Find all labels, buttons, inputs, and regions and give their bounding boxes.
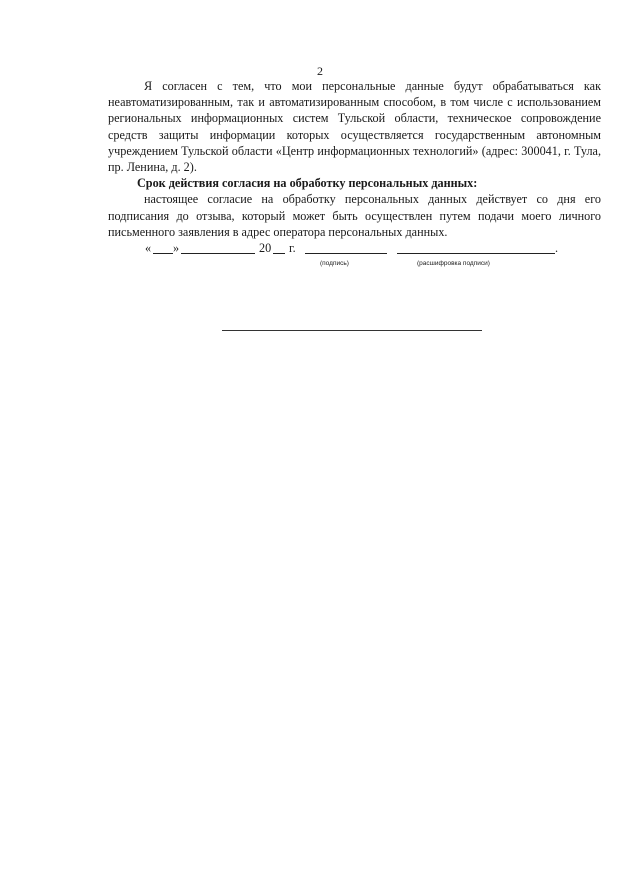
day-blank-line[interactable] — [153, 253, 173, 254]
end-period: . — [555, 241, 559, 255]
year-suffix: г. — [289, 241, 296, 255]
date-open-quote: « — [145, 241, 152, 255]
decoding-caption: (расшифровка подписи) — [417, 260, 490, 267]
decoding-blank-line[interactable] — [397, 253, 555, 254]
year-blank-line[interactable] — [273, 253, 285, 254]
bottom-divider — [222, 330, 482, 331]
date-close-quote: » — [173, 241, 180, 255]
signature-caption: (подпись) — [320, 260, 349, 267]
validity-heading: Срок действия согласия на обработку персональных данных: — [137, 176, 478, 191]
year-prefix: 20 — [259, 241, 272, 255]
page-number: 2 — [317, 64, 323, 78]
validity-paragraph: настоящее согласие на обработку персональных данных действует со дня его подписания до отзыва, который может быть осуществлен путем подачи моего личного письменного заявления в адрес оператора персональных данных. — [108, 192, 601, 239]
month-blank-line[interactable] — [181, 253, 255, 254]
consent-method-paragraph: Я согласен с тем, что мои персональные данные будут обрабатываться как неавтоматизированным, так и автоматизированным способом, в том числе с использованием региональных информационных систем Тульской области, техническое сопровождение средств защиты информации которых осуществляется государственным автономным учреждением Тульской области «Центр информационных технологий» (адрес: 300041, г. Тула, пр. Ленина, д. 2). — [108, 79, 601, 175]
signature-block — [145, 240, 565, 270]
document-body — [108, 78, 601, 240]
signature-blank-line[interactable] — [305, 253, 387, 254]
